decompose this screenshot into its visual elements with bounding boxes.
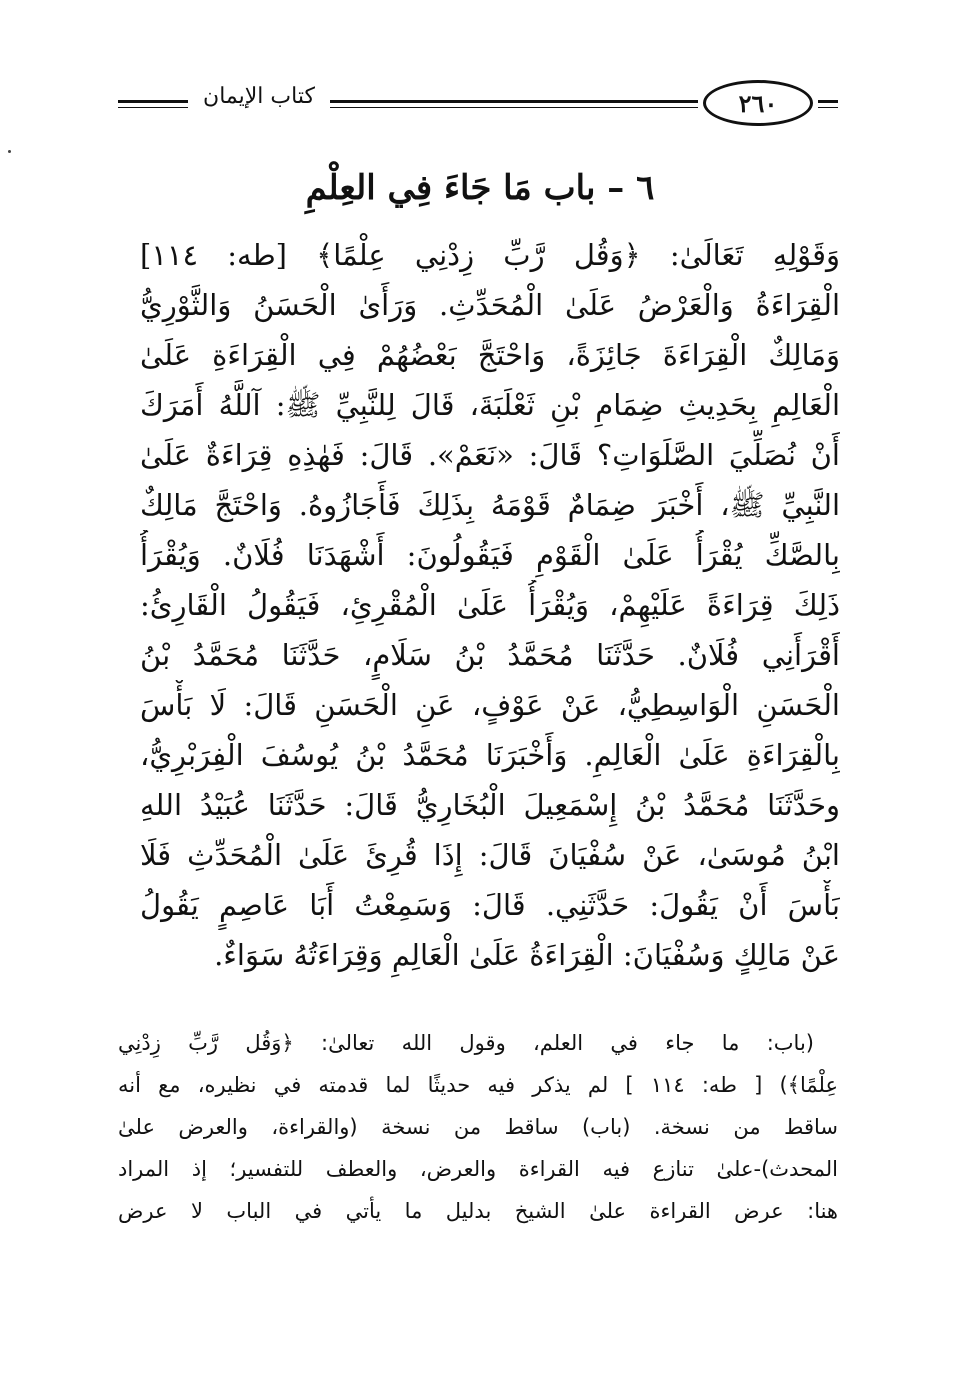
commentary-text	[118, 1022, 838, 1232]
main-line: ذَلِكَ قِرَاءَةً عَلَيْهِمْ، وَيُقْرَأُ عَلَىٰ الْمُقْرِئِ، فَيَقُولُ الْقَارِئُ:	[140, 588, 840, 622]
main-line: بِالصَّكِّ يُقْرَأُ عَلَىٰ الْقَوْمِ فَيَقُولُونَ: أَشْهَدَنَا فُلَانٌ. وَيُقْرَأُ	[140, 538, 840, 572]
main-line: أَنْ نُصَلِّيَ الصَّلَوَاتِ؟ قَالَ: «نَعَمْ». قَالَ: فَهٰذِهِ قِرَاءَةٌ عَلَىٰ	[140, 438, 840, 472]
main-line: عَنْ مَالِكٍ وَسُفْيَانَ: الْقِرَاءَةُ عَلَىٰ الْعَالِمِ وَقِرَاءَتُهُ سَوَاءٌ.	[214, 938, 840, 972]
commentary-line: المحدث)-علىٰ تنازع فيه القراءة والعرض، والعطف للتفسير؛ إذ المراد	[118, 1157, 838, 1181]
header-rule-middle	[330, 100, 698, 108]
main-line: وَمَالِكٌ الْقِرَاءَةَ جَائِزَةً، وَاحْتَجَّ بَعْضُهُمْ فِي الْقِرَاءَةِ عَلَىٰ	[140, 338, 840, 372]
main-line: الْعَالِمِ بِحَدِيثِ ضِمَامِ بْنِ ثَعْلَبَةَ، قَالَ لِلنَّبِيِّ ﷺ: آللَّهُ أَمَرَكَ	[140, 388, 840, 422]
main-line: النَّبِيِّ ﷺ، أَخْبَرَ ضِمَامٌ قَوْمَهُ بِذَلِكَ فَأَجَازُوهُ. وَاحْتَجَّ مَالِكٌ	[140, 488, 840, 522]
commentary-line: هنا: عرض القراءة علىٰ الشيخ بدليل ما يأتي في الباب لا عرض	[118, 1199, 838, 1223]
page-header	[118, 78, 838, 134]
commentary-line: ساقط من نسخة. (باب) ساقط من نسخة (والقراءة، والعرض علىٰ	[118, 1115, 838, 1139]
commentary-line: عِلْمًا﴾) [ طه: ١١٤ ] لم يذكر فيه حديثًا لما قدمته في نظيره، مع أنه	[118, 1073, 838, 1097]
main-line: وحَدَّثَنَا مُحَمَّدُ بْنُ إِسْمَعِيلَ الْبُخَارِيُّ قَالَ: حَدَّثَنَا عُبَيْدُ اللهِ	[140, 788, 840, 822]
main-line: ابْنُ مُوسَىٰ، عَنْ سُفْيَانَ قَالَ: إِذَا قُرِئَ عَلَىٰ الْمُحَدِّثِ فَلَا	[140, 838, 840, 872]
chapter-title: ٦ – باب مَا جَاءَ فِي العِلْمِ	[305, 168, 655, 208]
main-line: أَقْرَأَنِي فُلَانٌ. حَدَّثَنَا مُحَمَّدُ بْنُ سَلَامٍ، حَدَّثَنَا مُحَمَّدُ بْنُ	[140, 638, 840, 672]
main-line: بِالْقِرَاءَةِ عَلَىٰ الْعَالِمِ. وَأَخْبَرَنَا مُحَمَّدُ بْنُ يُوسُفَ الْفِرَبْرِيُّ،	[140, 738, 840, 772]
main-line: وَقَوْلِهِ تَعَالَىٰ: ﴿وَقُل رَّبِّ زِدْنِي عِلْمًا﴾ [طه: ١١٤]	[140, 238, 840, 272]
page-number-badge	[703, 80, 813, 126]
header-rule-right	[818, 100, 838, 108]
commentary-line: (باب: ما جاء في العلم، وقول الله تعالىٰ: ﴿وَقُل رَّبِّ زِدْنِي	[118, 1031, 814, 1055]
main-text	[140, 230, 840, 980]
main-line: بَأْسَ أَنْ يَقُولَ: حَدَّثَنِي. قَالَ: وَسَمِعْتُ أَبَا عَاصِمٍ يَقُولُ	[140, 888, 840, 922]
header-rule-left	[118, 100, 188, 108]
page-number: ٢٦٠	[738, 88, 778, 118]
margin-mark	[8, 150, 11, 153]
running-head: كتاب الإيمان	[203, 84, 315, 109]
main-line: الْقِرَاءَةُ وَالْعَرْضُ عَلَىٰ الْمُحَدِّثِ. وَرَأَىٰ الْحَسَنُ وَالثَّوْرِيُّ	[140, 288, 840, 322]
main-line: الْحَسَنِ الْوَاسِطِيُّ، عَنْ عَوْفٍ، عَنِ الْحَسَنِ قَالَ: لَا بَأْسَ	[140, 688, 840, 722]
